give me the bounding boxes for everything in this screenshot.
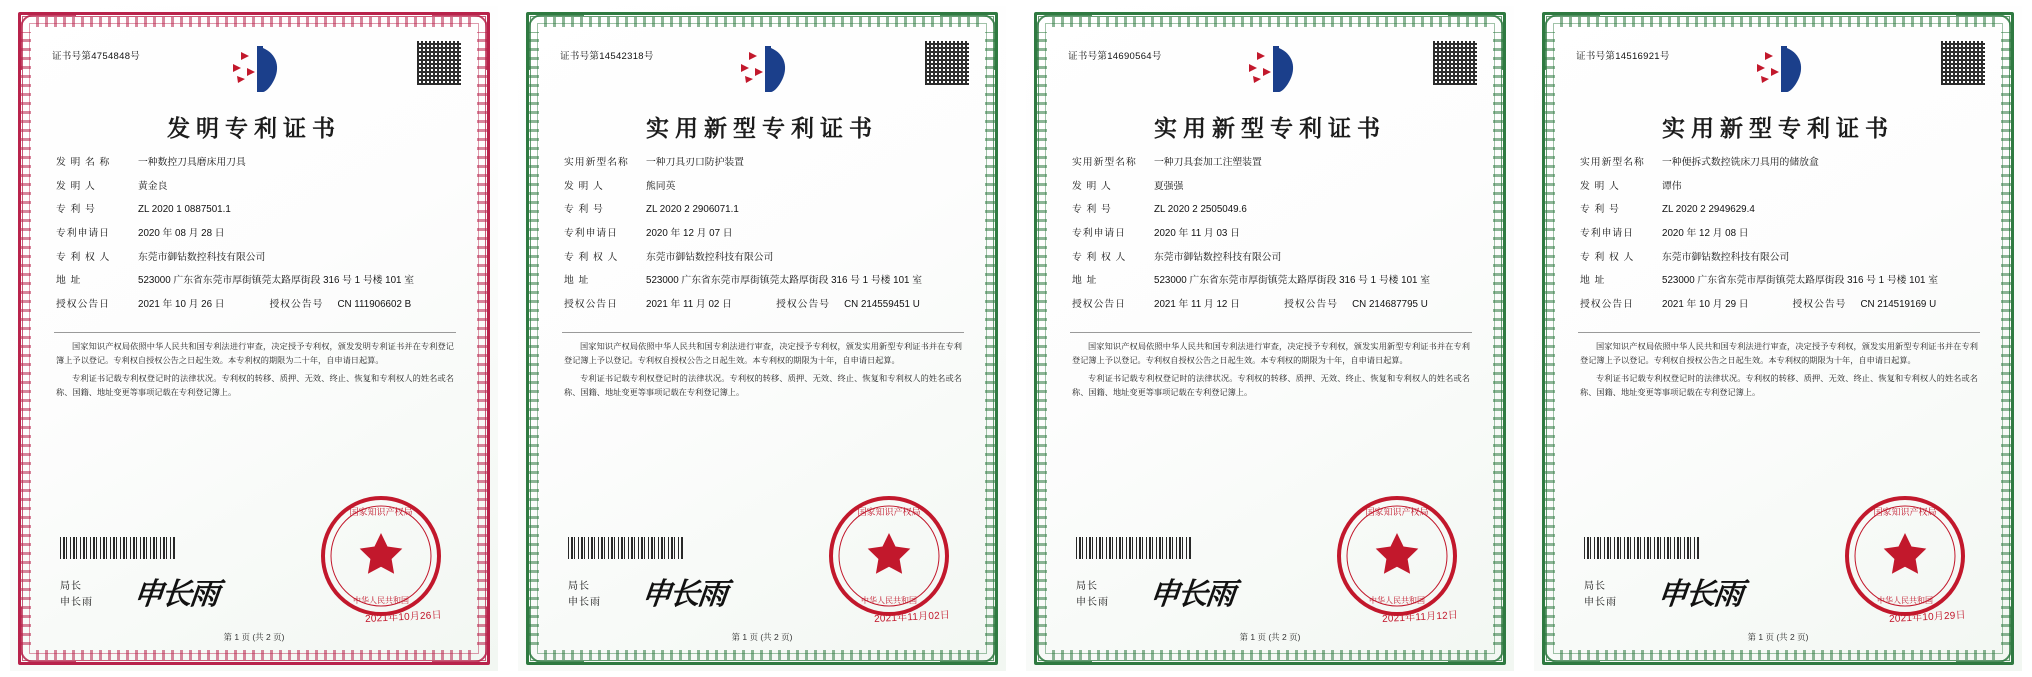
qr-code-icon <box>1432 40 1478 86</box>
field-value: 一种数控刀具磨床用刀具 <box>138 157 246 168</box>
svg-text:中华人民共和国: 中华人民共和国 <box>861 596 917 605</box>
field-inventor <box>56 180 456 195</box>
field-label: 授权公告号 <box>1284 299 1339 311</box>
field-label: 地 址 <box>564 275 590 287</box>
field-label: 实用新型名称 <box>1580 157 1645 168</box>
director-label: 局长 <box>60 581 82 592</box>
qr-code-icon <box>1940 40 1986 86</box>
official-seal-icon <box>826 493 952 619</box>
field-grant-row <box>564 298 964 313</box>
field-patentee <box>564 251 964 266</box>
field-inventor <box>564 180 964 195</box>
certificate-card[interactable] <box>1524 0 2032 677</box>
legal-text <box>1072 340 1470 404</box>
legal-paragraph: 专利证书记载专利权登记时的法律状况。专利权的转移、质押、无效、终止、恢复和专利权人的姓名或名称、国籍、地址变更等事项记载在专利登记簿上。 <box>1580 374 1978 397</box>
field-address <box>1580 274 1980 289</box>
barcode-icon <box>568 537 684 559</box>
frame-top-pattern <box>1052 17 1488 27</box>
divider <box>562 332 964 333</box>
barcode-icon <box>60 537 176 559</box>
field-value: ZL 2020 1 0887501.1 <box>138 204 231 216</box>
field-grant-row <box>56 298 456 313</box>
field-patent-number <box>56 203 456 218</box>
certificate-sheet <box>1534 6 2022 671</box>
field-label: 专 利 号 <box>56 204 96 216</box>
frame-top-pattern <box>544 17 980 27</box>
cnipa-logo-icon <box>211 42 297 100</box>
qr-code-icon <box>924 40 970 86</box>
field-address <box>56 274 456 289</box>
director-block <box>60 579 93 611</box>
field-label: 授权公告号 <box>269 299 324 311</box>
legal-text <box>56 340 454 404</box>
frame-bottom-pattern <box>36 650 472 660</box>
certificate-title: 实用新型专利证书 <box>1662 115 1894 142</box>
field-patentee <box>56 251 456 266</box>
director-label: 局长 <box>1584 581 1606 592</box>
field-value: 谭伟 <box>1662 180 1682 192</box>
field-application-date <box>1072 227 1472 242</box>
page-footer: 第 1 页 (共 2 页) <box>1239 632 1301 642</box>
field-value: 523000 广东省东莞市厚街镇莞太路厚街段 316 号 1 号楼 101 室 <box>1662 275 1939 287</box>
field-patent-number <box>1580 203 1980 218</box>
seal-date: 2021年11月02日 <box>873 610 951 625</box>
field-value: 2020 年 12 月 07 日 <box>646 228 733 240</box>
seal-date: 2021年10月29日 <box>1889 609 1967 625</box>
field-value: 523000 广东省东莞市厚街镇莞太路厚街段 316 号 1 号楼 101 室 <box>138 275 415 287</box>
seal-date: 2021年11月12日 <box>1381 610 1459 625</box>
frame-right-pattern <box>985 32 995 645</box>
svg-text:国家知识产权局: 国家知识产权局 <box>349 508 413 518</box>
field-label: 专利申请日 <box>564 228 618 240</box>
director-label: 局长 <box>1076 581 1098 592</box>
field-label: 授权公告日 <box>1072 299 1126 311</box>
field-value: 2021 年 11 月 12 日 <box>1154 299 1240 311</box>
field-value: 东莞市御钻数控科技有限公司 <box>138 251 266 263</box>
frame-right-pattern <box>477 32 487 645</box>
field-utility-name <box>1072 156 1472 171</box>
field-value: 523000 广东省东莞市厚街镇莞太路厚街段 316 号 1 号楼 101 室 <box>1154 275 1431 287</box>
certificate-card[interactable] <box>0 0 508 677</box>
divider <box>1070 332 1472 333</box>
cnipa-logo-icon <box>1735 42 1821 100</box>
field-label: 专 利 权 人 <box>1072 251 1127 263</box>
legal-paragraph: 国家知识产权局依照中华人民共和国专利法进行审查，决定授予专利权，颁发实用新型专利证书并在专利登记簿上予以登记。专利权自授权公告之日起生效。本专利权的期限为十年，自申请日起算。 <box>1580 342 1978 365</box>
field-patentee <box>1072 251 1472 266</box>
divider <box>54 332 456 333</box>
legal-paragraph: 专利证书记载专利权登记时的法律状况。专利权的转移、质押、无效、终止、恢复和专利权人的姓名或名称、国籍、地址变更等事项记载在专利登记簿上。 <box>56 374 454 397</box>
frame-bottom-pattern <box>1052 650 1488 660</box>
official-seal-icon <box>1842 493 1968 619</box>
official-seal-icon <box>318 493 444 619</box>
certificate-title: 实用新型专利证书 <box>1154 115 1386 142</box>
certificate-number: 证书号第14690564号 <box>1068 51 1162 62</box>
svg-text:中华人民共和国: 中华人民共和国 <box>353 596 409 605</box>
field-grant-row <box>1580 298 1980 313</box>
frame-left-pattern <box>529 32 539 645</box>
field-value: 熊同英 <box>646 180 676 192</box>
frame-left-pattern <box>21 32 31 645</box>
legal-text <box>1580 340 1978 404</box>
director-name: 申长雨 <box>568 597 601 608</box>
frame-left-pattern <box>1545 32 1555 645</box>
field-value: ZL 2020 2 2949629.4 <box>1662 204 1755 216</box>
field-label: 专 利 号 <box>1580 204 1620 216</box>
field-label: 发 明 人 <box>56 180 96 192</box>
field-utility-name <box>1580 156 1980 171</box>
field-label: 专利申请日 <box>56 228 110 240</box>
field-label: 专利申请日 <box>1580 228 1634 240</box>
director-name: 申长雨 <box>1076 597 1109 608</box>
svg-text:国家知识产权局: 国家知识产权局 <box>1365 508 1429 518</box>
svg-text:国家知识产权局: 国家知识产权局 <box>857 508 921 518</box>
field-label: 地 址 <box>56 275 82 287</box>
field-value: 一种刀具套加工注塑装置 <box>1154 157 1262 168</box>
svg-text:国家知识产权局: 国家知识产权局 <box>1873 508 1937 518</box>
frame-bottom-pattern <box>1560 650 1996 660</box>
field-value: 夏强强 <box>1154 180 1184 192</box>
field-value: 东莞市御钻数控科技有限公司 <box>1662 251 1790 263</box>
director-name: 申长雨 <box>1584 597 1617 608</box>
field-application-date <box>56 227 456 242</box>
field-label: 专利申请日 <box>1072 228 1126 240</box>
field-patent-number <box>564 203 964 218</box>
frame-top-pattern <box>1560 17 1996 27</box>
certificate-number: 证书号第14542318号 <box>560 51 654 62</box>
director-block <box>568 579 601 611</box>
field-value: 2020 年 08 月 28 日 <box>138 228 225 240</box>
certificate-number: 证书号第4754848号 <box>52 51 141 62</box>
field-value: CN 111906602 B <box>337 299 412 311</box>
handwritten-signature: 申长雨 <box>639 577 728 612</box>
handwritten-signature: 申长雨 <box>1147 577 1236 612</box>
certificate-title: 实用新型专利证书 <box>646 115 878 142</box>
frame-top-pattern <box>36 17 472 27</box>
field-value: CN 214519169 U <box>1860 299 1937 311</box>
field-value: 一种便拆式数控铣床刀具用的储放盒 <box>1662 157 1819 168</box>
certificate-fields <box>564 156 964 322</box>
field-label: 授权公告日 <box>1580 299 1634 311</box>
field-label: 专 利 号 <box>1072 204 1112 216</box>
svg-text:中华人民共和国: 中华人民共和国 <box>1877 596 1933 605</box>
field-label: 专 利 权 人 <box>56 251 111 263</box>
field-value: 东莞市御钻数控科技有限公司 <box>646 251 774 263</box>
field-grant-row <box>1072 298 1472 313</box>
field-label: 专 利 权 人 <box>1580 251 1635 263</box>
field-label: 发 明 名 称 <box>56 157 111 168</box>
field-label: 授权公告日 <box>56 299 110 311</box>
field-label: 实用新型名称 <box>1072 157 1137 168</box>
field-inventor <box>1072 180 1472 195</box>
field-label: 发 明 人 <box>1072 180 1112 192</box>
field-value: CN 214687795 U <box>1352 299 1428 311</box>
cnipa-logo-icon <box>1227 42 1313 100</box>
certificate-card[interactable] <box>1016 0 1524 677</box>
director-block <box>1076 579 1109 611</box>
divider <box>1578 332 1980 333</box>
certificate-fields <box>1580 156 1980 322</box>
certificate-card[interactable] <box>508 0 1016 677</box>
certificate-fields <box>1072 156 1472 322</box>
field-label: 发 明 人 <box>564 180 604 192</box>
legal-paragraph: 国家知识产权局依照中华人民共和国专利法进行审查，决定授予专利权，颁发实用新型专利证书并在专利登记簿上予以登记。专利权自授权公告之日起生效。本专利权的期限为十年，自申请日起算。 <box>1072 342 1470 365</box>
field-application-date <box>564 227 964 242</box>
field-value: ZL 2020 2 2505049.6 <box>1154 204 1247 216</box>
field-value: 2021 年 10 月 26 日 <box>138 299 225 311</box>
official-seal-icon <box>1334 493 1460 619</box>
director-block <box>1584 579 1617 611</box>
field-label: 授权公告号 <box>1792 299 1847 311</box>
legal-paragraph: 国家知识产权局依照中华人民共和国专利法进行审查，决定授予专利权，颁发发明专利证书并在专利登记簿上予以登记。专利权自授权公告之日起生效。本专利权的期限为二十年，自申请日起算。 <box>56 342 454 365</box>
frame-right-pattern <box>2001 32 2011 645</box>
frame-right-pattern <box>1493 32 1503 645</box>
field-value: 2021 年 10 月 29 日 <box>1662 299 1749 311</box>
field-value: ZL 2020 2 2906071.1 <box>646 204 739 216</box>
field-inventor <box>1580 180 1980 195</box>
field-label: 发 明 人 <box>1580 180 1620 192</box>
barcode-icon <box>1076 537 1192 559</box>
barcode-icon <box>1584 537 1700 559</box>
field-label: 授权公告号 <box>776 299 831 311</box>
qr-code-icon <box>416 40 462 86</box>
field-invention-name <box>56 156 456 171</box>
field-value: 东莞市御钻数控科技有限公司 <box>1154 251 1282 263</box>
field-label: 地 址 <box>1072 275 1098 287</box>
field-utility-name <box>564 156 964 171</box>
page-footer: 第 1 页 (共 2 页) <box>1747 632 1809 642</box>
certificate-fields <box>56 156 456 322</box>
legal-text <box>564 340 962 404</box>
field-application-date <box>1580 227 1980 242</box>
field-label: 专 利 号 <box>564 204 604 216</box>
field-value: 一种刀具刃口防护装置 <box>646 157 744 168</box>
field-address <box>1072 274 1472 289</box>
field-label: 实用新型名称 <box>564 157 629 168</box>
certificate-title: 发明专利证书 <box>167 115 341 142</box>
director-label: 局长 <box>568 581 590 592</box>
cnipa-logo-icon <box>719 42 805 100</box>
field-value: 黄金良 <box>138 180 168 192</box>
certificate-sheet <box>1026 6 1514 671</box>
field-value: 2020 年 11 月 03 日 <box>1154 228 1240 240</box>
page-footer: 第 1 页 (共 2 页) <box>731 632 793 642</box>
field-label: 授权公告日 <box>564 299 618 311</box>
field-label: 专 利 权 人 <box>564 251 619 263</box>
certificate-number: 证书号第14516921号 <box>1576 51 1670 62</box>
legal-paragraph: 专利证书记载专利权登记时的法律状况。专利权的转移、质押、无效、终止、恢复和专利权人的姓名或名称、国籍、地址变更等事项记载在专利登记簿上。 <box>564 374 962 397</box>
certificate-sheet <box>10 6 498 671</box>
legal-paragraph: 专利证书记载专利权登记时的法律状况。专利权的转移、质押、无效、终止、恢复和专利权人的姓名或名称、国籍、地址变更等事项记载在专利登记簿上。 <box>1072 374 1470 397</box>
seal-date: 2021年10月26日 <box>365 609 443 625</box>
handwritten-signature: 申长雨 <box>1655 577 1744 612</box>
handwritten-signature: 申长雨 <box>131 577 220 612</box>
field-value: 2020 年 12 月 08 日 <box>1662 228 1749 240</box>
certificate-sheet <box>518 6 1006 671</box>
field-address <box>564 274 964 289</box>
field-patentee <box>1580 251 1980 266</box>
field-value: 2021 年 11 月 02 日 <box>646 299 732 311</box>
field-value: 523000 广东省东莞市厚街镇莞太路厚街段 316 号 1 号楼 101 室 <box>646 275 923 287</box>
frame-bottom-pattern <box>544 650 980 660</box>
field-value: CN 214559451 U <box>844 299 920 311</box>
frame-left-pattern <box>1037 32 1047 645</box>
field-label: 地 址 <box>1580 275 1606 287</box>
svg-text:中华人民共和国: 中华人民共和国 <box>1369 596 1425 605</box>
field-patent-number <box>1072 203 1472 218</box>
legal-paragraph: 国家知识产权局依照中华人民共和国专利法进行审查，决定授予专利权，颁发实用新型专利证书并在专利登记簿上予以登记。专利权自授权公告之日起生效。本专利权的期限为十年，自申请日起算。 <box>564 342 962 365</box>
director-name: 申长雨 <box>60 597 93 608</box>
page-footer: 第 1 页 (共 2 页) <box>223 632 285 642</box>
